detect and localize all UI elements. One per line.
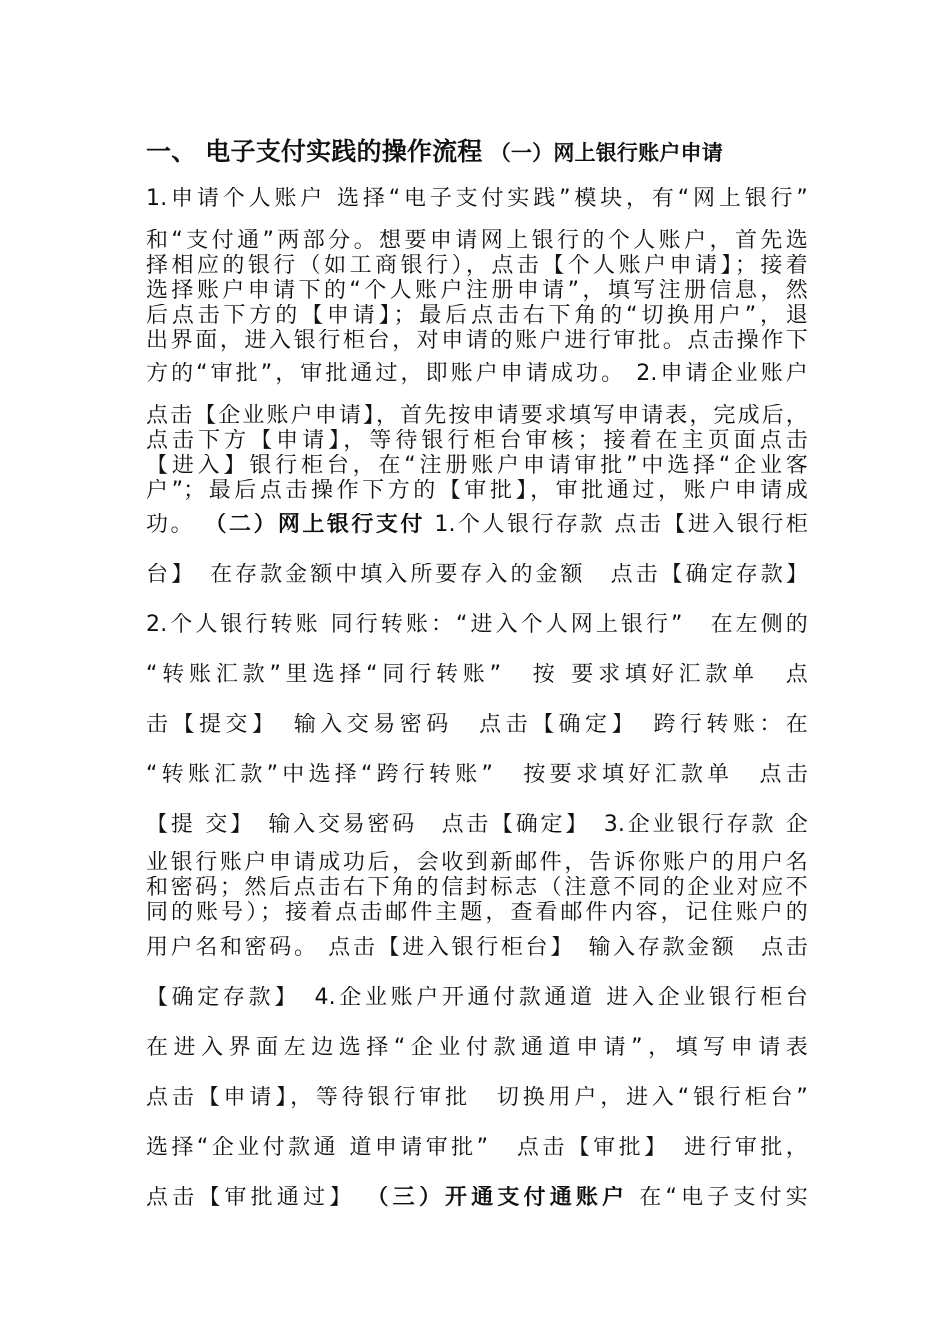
paragraph-line: 点击下方【申请】，等待银行柜台审核；接着在主页面点击 bbox=[146, 429, 808, 453]
text-run: 在“电子支付实 bbox=[639, 1186, 808, 1210]
section-heading bbox=[146, 137, 808, 167]
paragraph-line: 【确定存款】 4.企业账户开通付款通道 进入企业银行柜台 bbox=[146, 986, 808, 1010]
paragraph-line bbox=[146, 1186, 808, 1210]
paragraph-line: “转账汇款”中选择“跨行转账” 按要求填好汇款单 点击 bbox=[146, 763, 808, 787]
paragraph-line: 1.申请个人账户 选择“电子支付实践”模块，有“网上银行” bbox=[146, 187, 808, 211]
paragraph-line: 2.个人银行转账 同行转账：“进入个人网上银行” 在左侧的 bbox=[146, 613, 808, 637]
text-run: 1.个人银行存款 点击【进入银行柜 bbox=[434, 513, 808, 537]
paragraph-line: 点击【申请】，等待银行审批 切换用户，进入“银行柜台” bbox=[146, 1086, 808, 1110]
paragraph-line: 用户名和密码。 点击【进入银行柜台】 输入存款金额 点击 bbox=[146, 936, 808, 960]
text-run: 功。 bbox=[146, 513, 195, 537]
paragraph-line: 击【提交】 输入交易密码 点击【确定】 跨行转账：在 bbox=[146, 713, 808, 737]
paragraph-line: 户”；最后点击操作下方的【审批】，审批通过，账户申请成 bbox=[146, 479, 808, 503]
subheading-3: （三）开通支付通账户 bbox=[366, 1186, 629, 1210]
paragraph-line: 和“支付通”两部分。想要申请网上银行的个人账户，首先选 bbox=[146, 229, 808, 253]
paragraph-line: 选择账户申请下的“个人账户注册申请”，填写注册信息，然 bbox=[146, 279, 808, 303]
paragraph-line bbox=[146, 513, 808, 537]
paragraph-line: 在进入界面左边选择“企业付款通道申请”，填写申请表 bbox=[146, 1036, 808, 1060]
paragraph-line: 【进入】银行柜台，在“注册账户申请审批”中选择“企业客 bbox=[146, 454, 808, 478]
paragraph-line: 后点击下方的【申请】；最后点击右下角的“切换用户”，退 bbox=[146, 304, 808, 328]
paragraph-line: 和密码；然后点击右下角的信封标志（注意不同的企业对应不 bbox=[146, 876, 808, 900]
paragraph-line: 方的“审批”，审批通过，即账户申请成功。 2.申请企业账户 bbox=[146, 362, 808, 386]
paragraph-line: 出界面，进入银行柜台，对申请的账户进行审批。点击操作下 bbox=[146, 329, 808, 353]
subheading-2: （二）网上银行支付 bbox=[204, 513, 425, 537]
paragraph-line: 同的账号）；接着点击邮件主题，查看邮件内容，记住账户的 bbox=[146, 901, 808, 925]
paragraph-line: 择相应的银行（如工商银行），点击【个人账户申请】；接着 bbox=[146, 254, 808, 278]
paragraph-line: 台】 在存款金额中填入所要存入的金额 点击【确定存款】 bbox=[146, 563, 808, 587]
main-heading: 一、 电子支付实践的操作流程 bbox=[146, 137, 483, 166]
paragraph-line: 点击【企业账户申请】，首先按申请要求填写申请表，完成后， bbox=[146, 404, 808, 428]
subheading-1: （一）网上银行账户申请 bbox=[489, 141, 723, 165]
paragraph-line: 【提 交】 输入交易密码 点击【确定】 3.企业银行存款 企 bbox=[146, 813, 808, 837]
paragraph-line: “转账汇款”里选择“同行转账” 按 要求填好汇款单 点 bbox=[146, 663, 808, 687]
paragraph-line: 选择“企业付款通 道申请审批” 点击【审批】 进行审批， bbox=[146, 1136, 808, 1160]
text-run: 点击【审批通过】 bbox=[146, 1186, 356, 1210]
paragraph-line: 业银行账户申请成功后，会收到新邮件，告诉你账户的用户名 bbox=[146, 851, 808, 875]
